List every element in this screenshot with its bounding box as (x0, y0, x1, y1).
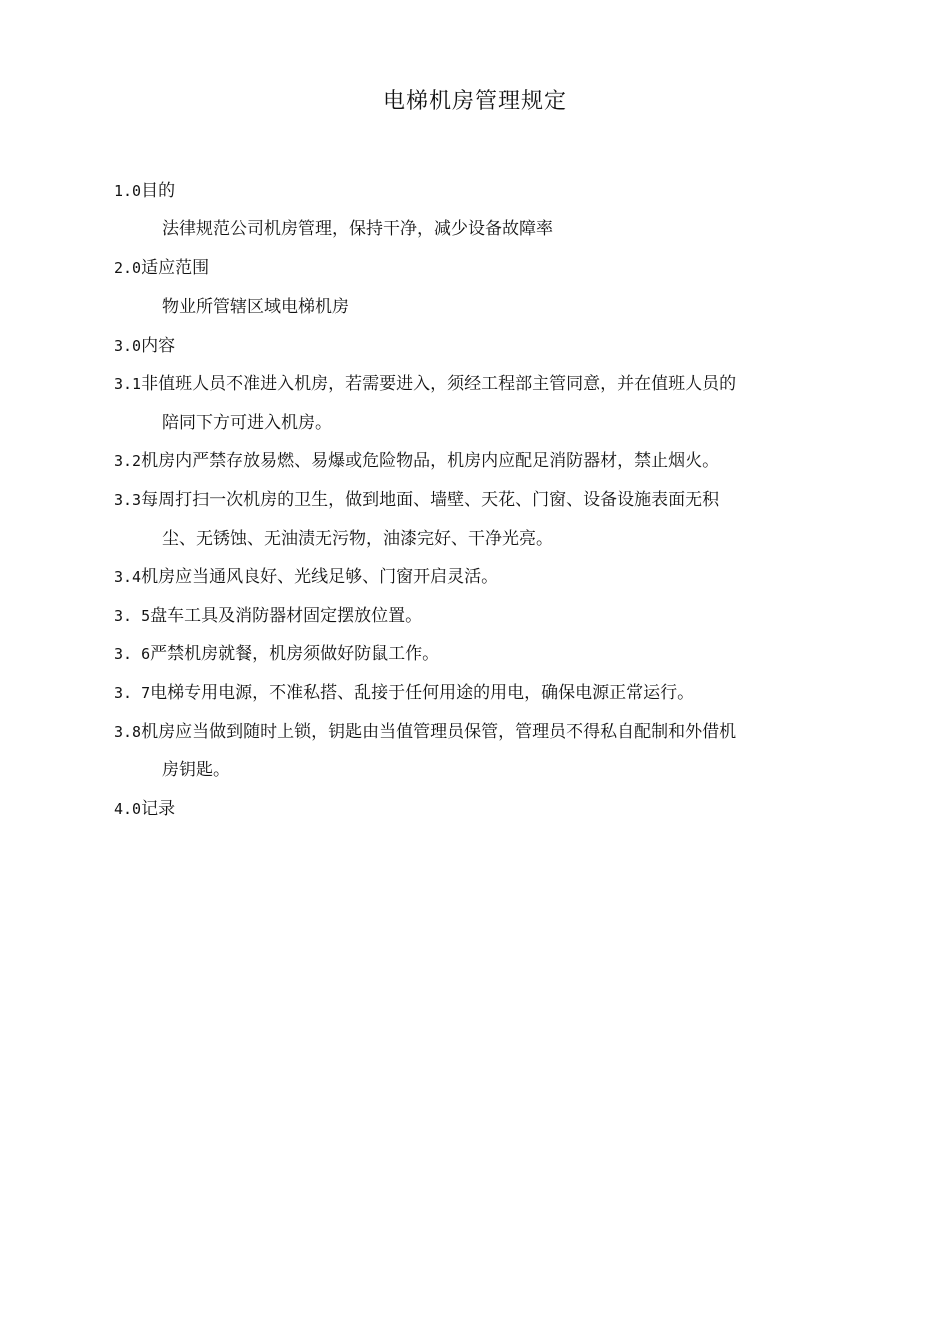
clause-text: 机房应当通风良好、光线足够、门窗开启灵活。 (141, 567, 499, 587)
clause-number: 3.8 (114, 723, 142, 741)
clause-text: 非值班人员不准进入机房，若需要进入，须经工程部主管同意，并在值班人员的 (141, 374, 737, 394)
clause-number: 3.4 (114, 568, 142, 586)
paragraph-text: 法律规范公司机房管理，保持干净，减少设备故障率 (162, 219, 553, 239)
clause-3-6 (114, 641, 439, 667)
clause-3-1-continuation (162, 410, 332, 436)
section-number: 3.0 (114, 337, 142, 355)
clause-3-4 (114, 564, 498, 590)
clause-text: 机房应当做到随时上锁，钥匙由当值管理员保管，管理员不得私自配制和外借机 (141, 722, 737, 742)
clause-3-3-continuation (162, 526, 553, 552)
document-title: 电梯机房管理规定 (382, 89, 567, 114)
section-number: 4.0 (114, 800, 142, 818)
section-heading-purpose (114, 178, 175, 204)
paragraph-purpose (162, 216, 553, 242)
clause-text: 房钥匙。 (162, 760, 230, 780)
section-number: 1.0 (114, 182, 142, 200)
clause-text: 严禁机房就餐，机房须做好防鼠工作。 (150, 644, 440, 664)
clause-3-8 (114, 719, 736, 745)
section-heading-records (114, 796, 175, 822)
clause-3-2 (114, 448, 719, 474)
clause-3-7 (114, 680, 694, 706)
clause-3-5 (114, 603, 422, 629)
section-heading-content (114, 333, 175, 359)
clause-text: 盘车工具及消防器材固定摆放位置。 (150, 606, 423, 626)
paragraph-text: 物业所管辖区域电梯机房 (162, 297, 349, 317)
clause-text: 机房内严禁存放易燃、易爆或危险物品，机房内应配足消防器材，禁止烟火。 (141, 451, 720, 471)
clause-number: 3. 5 (114, 607, 151, 625)
clause-3-3 (114, 487, 719, 513)
clause-number: 3.1 (114, 375, 142, 393)
section-text: 目的 (141, 181, 176, 201)
section-number: 2.0 (114, 259, 142, 277)
section-heading-scope (114, 255, 209, 281)
clause-number: 3.2 (114, 452, 142, 470)
clause-text: 电梯专用电源，不准私搭、乱接于任何用途的用电，确保电源正常运行。 (150, 683, 695, 703)
clause-number: 3. 6 (114, 645, 151, 663)
section-text: 内容 (141, 336, 176, 356)
clause-text: 陪同下方可进入机房。 (162, 413, 332, 433)
clause-3-1 (114, 371, 736, 397)
section-text: 记录 (141, 799, 176, 819)
paragraph-scope (162, 294, 349, 320)
clause-3-8-continuation (162, 757, 230, 783)
clause-number: 3. 7 (114, 684, 151, 702)
section-text: 适应范围 (141, 258, 210, 278)
clause-text: 尘、无锈蚀、无油渍无污物，油漆完好、干净光亮。 (162, 529, 553, 549)
clause-text: 每周打扫一次机房的卫生，做到地面、墙壁、天花、门窗、设备设施表面无积 (141, 490, 720, 510)
clause-number: 3.3 (114, 491, 142, 509)
